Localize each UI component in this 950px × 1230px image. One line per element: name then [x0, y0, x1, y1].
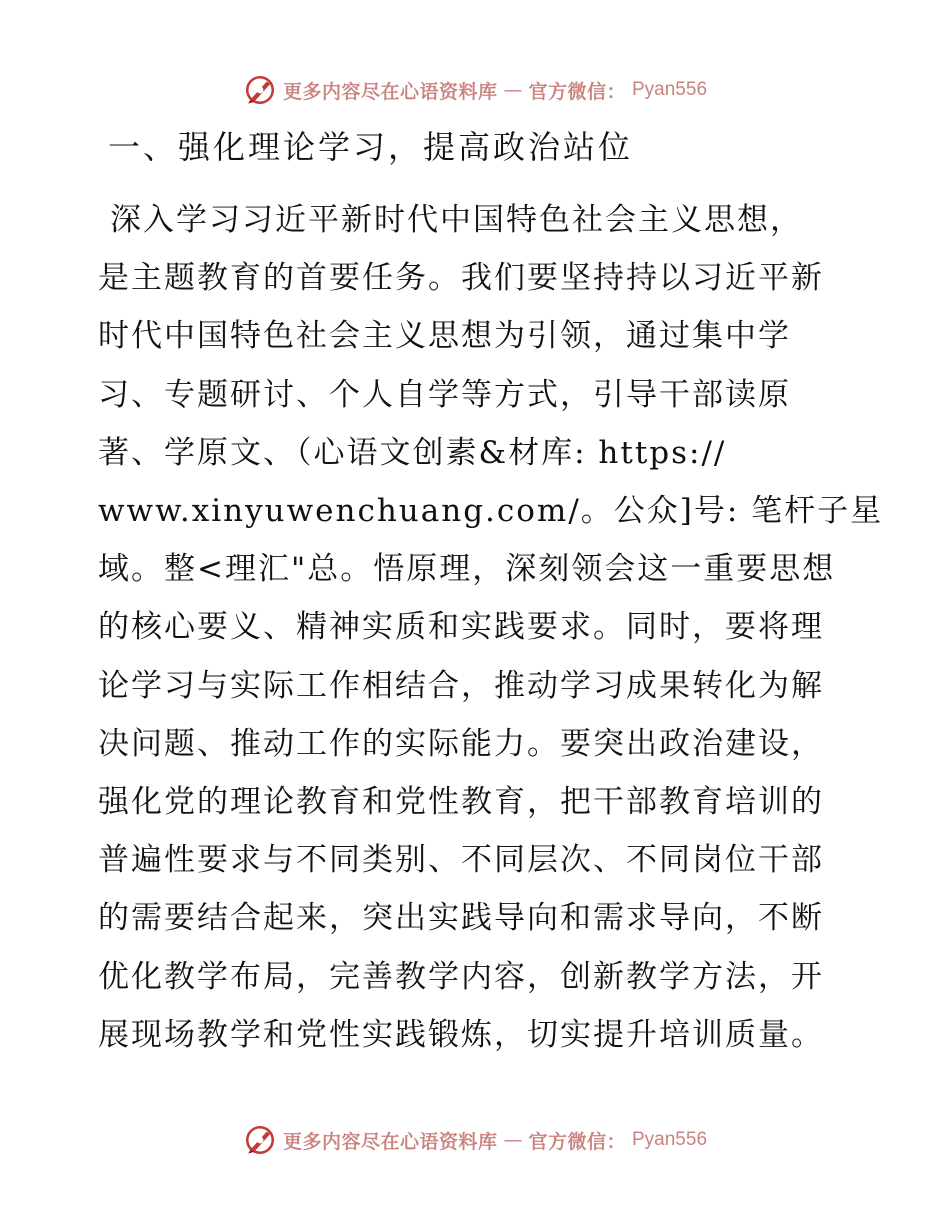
paragraph-line: www.xinyuwenchuang.com/。公众]号: 笔杆子星 [98, 493, 884, 530]
section-heading: 一、强化理论学习，提高政治站位 [108, 128, 634, 166]
banner-wechat-handle: Pyan556 [632, 79, 708, 100]
paragraph-line: 时代中国特色社会主义思想为引领，通过集中学 [98, 318, 791, 355]
header-banner [0, 70, 950, 110]
paragraph-line: 是主题教育的首要任务。我们要坚持持以习近平新 [98, 260, 824, 297]
pen-logo-icon [243, 1123, 277, 1157]
banner-wechat-label: 官方微信： [528, 80, 626, 103]
banner-wechat-handle: Pyan556 [632, 1129, 708, 1150]
banner-text: 更多内容尽在心语资料库 [282, 80, 498, 103]
paragraph-line: 的需要结合起来，突出实践导向和需求导向，不断 [98, 900, 824, 937]
body-paragraph [98, 191, 884, 1064]
banner-text: 更多内容尽在心语资料库 [282, 1130, 498, 1153]
footer-banner [0, 1120, 950, 1160]
paragraph-line: 强化党的理论教育和党性教育，把干部教育培训的 [98, 784, 824, 821]
paragraph-line: 域。整<理汇"总。悟原理，深刻领会这一重要思想 [98, 551, 836, 588]
paragraph-line: 著、学原文、（心语文创素&材库: https:// [98, 434, 727, 471]
banner-separator: — [503, 1129, 523, 1151]
banner-wechat-label: 官方微信： [528, 1130, 626, 1153]
paragraph-line: 普遍性要求与不同类别、不同层次、不同岗位干部 [98, 842, 824, 879]
paragraph-line: 论学习与实际工作相结合，推动学习成果转化为解 [98, 667, 824, 704]
paragraph-line: 展现场教学和党性实践锻炼，切实提升培训质量。 [98, 1016, 824, 1053]
paragraph-line: 深入学习习近平新时代中国特色社会主义思想， [110, 202, 803, 238]
banner-separator: — [503, 79, 523, 101]
pen-logo-icon [243, 73, 277, 107]
paragraph-line: 决问题、推动工作的实际能力。要突出政治建设， [98, 725, 824, 762]
paragraph-line: 习、专题研讨、个人自学等方式，引导干部读原 [98, 376, 791, 413]
paragraph-line: 优化教学布局，完善教学内容，创新教学方法，开 [98, 958, 824, 995]
paragraph-line: 的核心要义、精神实质和实践要求。同时，要将理 [98, 609, 824, 646]
